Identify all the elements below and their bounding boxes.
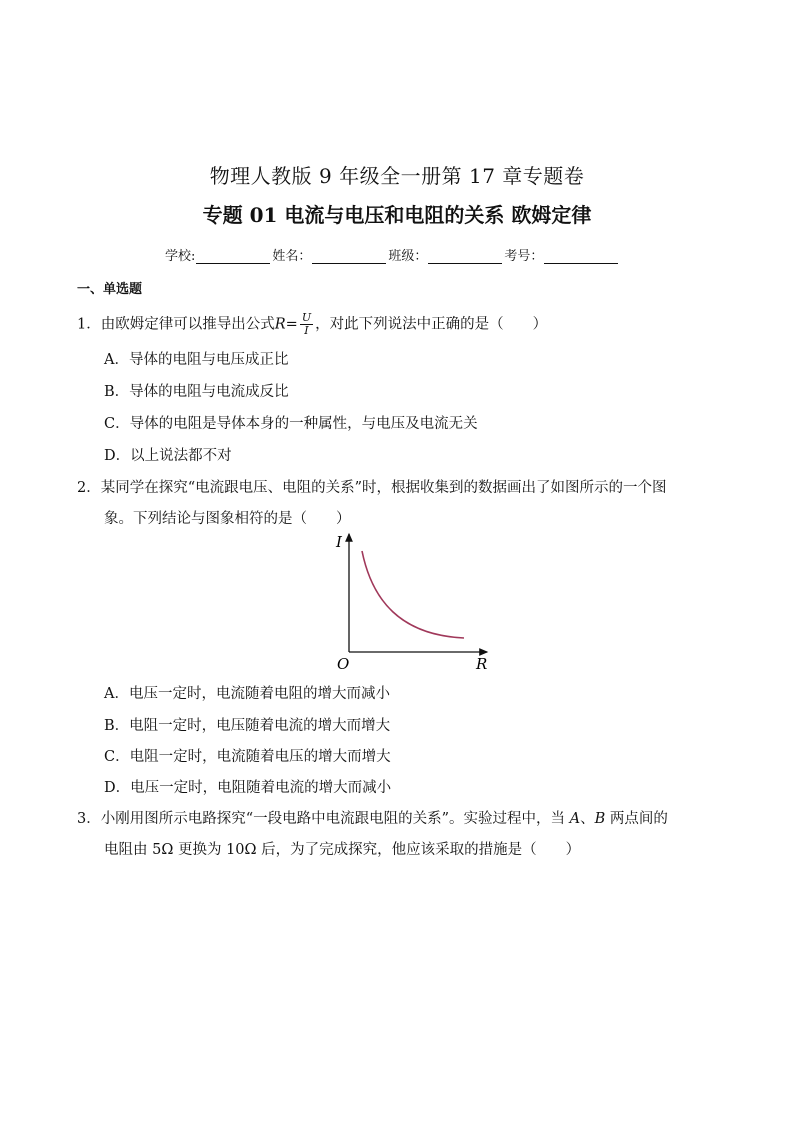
q1-option-c[interactable]: C．导体的电阻是导体本身的一种属性，与电压及电流无关 — [104, 416, 478, 432]
inverse-curve — [362, 551, 464, 638]
paper-subtitle: 专题 01 电流与电压和电阻的关系 欧姆定律 — [202, 203, 592, 227]
point-a: A — [569, 811, 581, 827]
question-3-line-2: 电阻由 5Ω 更换为 10Ω 后，为了完成探究，他应该采取的措施是（ ） — [104, 842, 581, 858]
formula-fraction — [300, 312, 313, 337]
name-label: 姓名： — [272, 249, 312, 264]
point-b: B — [594, 811, 606, 827]
q1-option-a[interactable]: A．导体的电阻与电压成正比 — [104, 352, 289, 368]
formula-equals: = — [285, 316, 298, 333]
q1-suffix: ，对此下列说法中正确的是（ ） — [315, 316, 548, 333]
question-3-line-1 — [77, 807, 668, 828]
formula-numerator: U — [301, 311, 312, 324]
question-2-line-1: 2．某同学在探究“电流跟电压、电阻的关系”时，根据收集到的数据画出了如图所示的一个图 — [77, 480, 667, 496]
q1-option-d[interactable]: D．以上说法都不对 — [104, 448, 232, 464]
class-blank[interactable] — [428, 249, 502, 264]
q2-option-c[interactable]: C．电阻一定时，电流随着电压的增大而增大 — [104, 749, 391, 765]
q2-option-d[interactable]: D．电压一定时，电阻随着电流的增大而减小 — [104, 780, 392, 796]
q2-option-b[interactable]: B．电阻一定时，电压随着电流的增大而增大 — [104, 718, 391, 734]
school-label: 学校: — [165, 249, 196, 264]
q1-prefix: 1．由欧姆定律可以推导出公式 — [77, 316, 275, 333]
paper-title: 物理人教版 9 年级全一册第 17 章专题卷 — [209, 164, 585, 188]
section-heading: 一、单选题 — [77, 282, 143, 297]
formula-r: R — [274, 316, 286, 333]
q3-text-b: 两点间的 — [605, 811, 668, 827]
student-info-line — [165, 245, 620, 264]
x-axis-label: R — [476, 655, 488, 673]
origin-label: O — [337, 655, 350, 673]
q1-option-b[interactable]: B．导体的电阻与电流成反比 — [104, 384, 289, 400]
number-blank[interactable] — [544, 249, 618, 264]
question-1 — [77, 312, 547, 337]
question-2-line-2: 象。下列结论与图象相符的是（ ） — [104, 511, 351, 527]
i-r-graph — [330, 530, 500, 675]
q3-separator: 、 — [580, 811, 595, 827]
y-axis-label: I — [336, 533, 342, 551]
class-label: 班级： — [388, 249, 428, 264]
number-label: 考号： — [504, 249, 544, 264]
q2-option-a[interactable]: A．电压一定时，电流随着电阻的增大而减小 — [104, 686, 390, 702]
name-blank[interactable] — [312, 249, 386, 264]
formula-denominator: I — [304, 324, 309, 337]
school-blank[interactable] — [196, 249, 270, 264]
q3-text-a: 3．小刚用图所示电路探究“一段电路中电流跟电阻的关系”。实验过程中，当 — [77, 811, 570, 827]
